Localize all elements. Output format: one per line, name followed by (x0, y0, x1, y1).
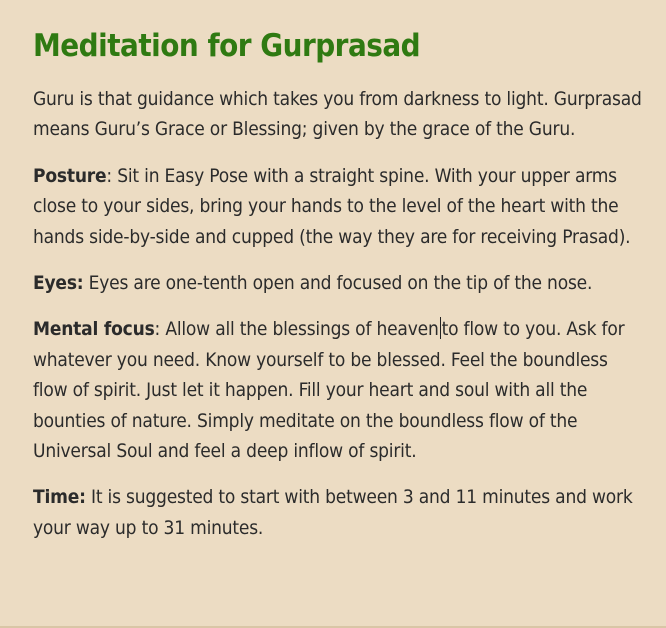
time-paragraph (33, 482, 646, 543)
posture-text: : Sit in Easy Pose with a straight spine. With your upper arms close to your sides, bring your hands to the level of the heart with the hands side-by-side and cupped (the way they are for receiving Prasad). (33, 164, 631, 248)
text-cursor (440, 317, 441, 339)
intro-paragraph: Guru is that guidance which takes you from darkness to light. Gurprasad means Guru’s Grace or Blessing; given by the grace of the Guru. (33, 88, 642, 141)
mental-focus-text-end: to flow to you. Ask for whatever you need. Know yourself to be blessed. Feel the boundless flow of spirit. Just let it happen. Fill your heart and soul with all the bounties of nature. Simply meditate on the boundless flow of the Universal Soul and feel a deep inflow of spirit. (33, 318, 625, 463)
posture-label: Posture (33, 164, 107, 187)
eyes-label: Eyes: (33, 272, 84, 295)
eyes-text: Eyes are one-tenth open and focused on the tip of the nose. (83, 272, 593, 295)
posture-paragraph (33, 161, 646, 252)
mental-focus-paragraph[interactable] (33, 314, 646, 466)
mental-focus-label: Mental focus (33, 318, 155, 341)
time-text: It is suggested to start with between 3 and 11 minutes and work your way up to 31 minutes. (33, 486, 633, 539)
eyes-paragraph (33, 268, 646, 298)
mental-focus-text-start: : Allow all the blessings of heaven (154, 318, 439, 341)
time-label: Time: (33, 486, 86, 509)
page-title: Meditation for Gurprasad (33, 28, 421, 64)
